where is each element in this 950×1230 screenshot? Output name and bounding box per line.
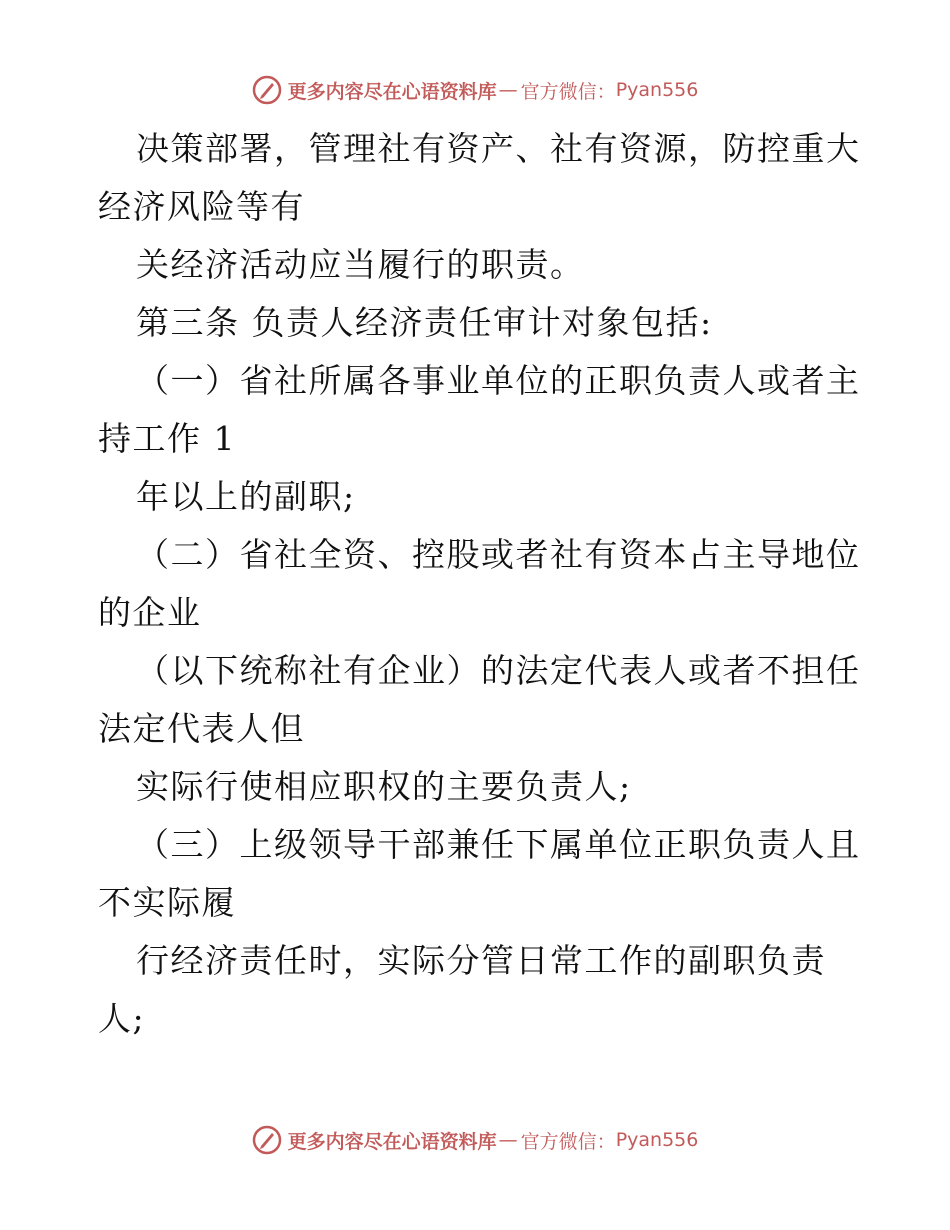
text-line: （二）省社全资、控股或者社有资本占主导地位 (136, 535, 861, 574)
watermark-separator: — (498, 1129, 517, 1151)
text-line: 的企业 (98, 593, 202, 632)
document-body (98, 120, 861, 1048)
watermark-site-text: 更多内容尽在心语资料库 (287, 80, 497, 103)
quill-logo-icon (252, 75, 282, 105)
text-line: 关经济活动应当履行的职责。 (136, 245, 585, 284)
watermark-wechat-id: Pyan556 (615, 1129, 699, 1151)
text-line: 第三条 负责人经济责任审计对象包括: (136, 303, 713, 342)
text-line: （三）上级领导干部兼任下属单位正职负责人且 (136, 825, 861, 864)
text-line: 人; (98, 999, 146, 1038)
text-line: 决策部署，管理社有资产、社有资源，防控重大 (136, 129, 861, 168)
text-line: 持工作 1 (98, 419, 236, 458)
text-line: 不实际履 (98, 883, 236, 922)
watermark-wechat-id: Pyan556 (615, 79, 699, 101)
footer-watermark (0, 1122, 950, 1158)
watermark-wechat-label: 官方微信： (520, 1130, 616, 1153)
text-line: （以下统称社有企业）的法定代表人或者不担任 (136, 651, 861, 690)
watermark-separator: — (498, 79, 517, 101)
watermark-site-text: 更多内容尽在心语资料库 (287, 1130, 497, 1153)
text-line: 实际行使相应职权的主要负责人; (136, 767, 632, 806)
text-line: 行经济责任时，实际分管日常工作的副职负责 (136, 941, 826, 980)
text-line: 经济风险等有 (98, 187, 305, 226)
quill-logo-icon (252, 1125, 282, 1155)
watermark-wechat-label: 官方微信： (520, 80, 616, 103)
text-line: 年以上的副职; (136, 477, 356, 516)
text-line: （一）省社所属各事业单位的正职负责人或者主 (136, 361, 861, 400)
text-line: 法定代表人但 (98, 709, 305, 748)
header-watermark (0, 72, 950, 108)
